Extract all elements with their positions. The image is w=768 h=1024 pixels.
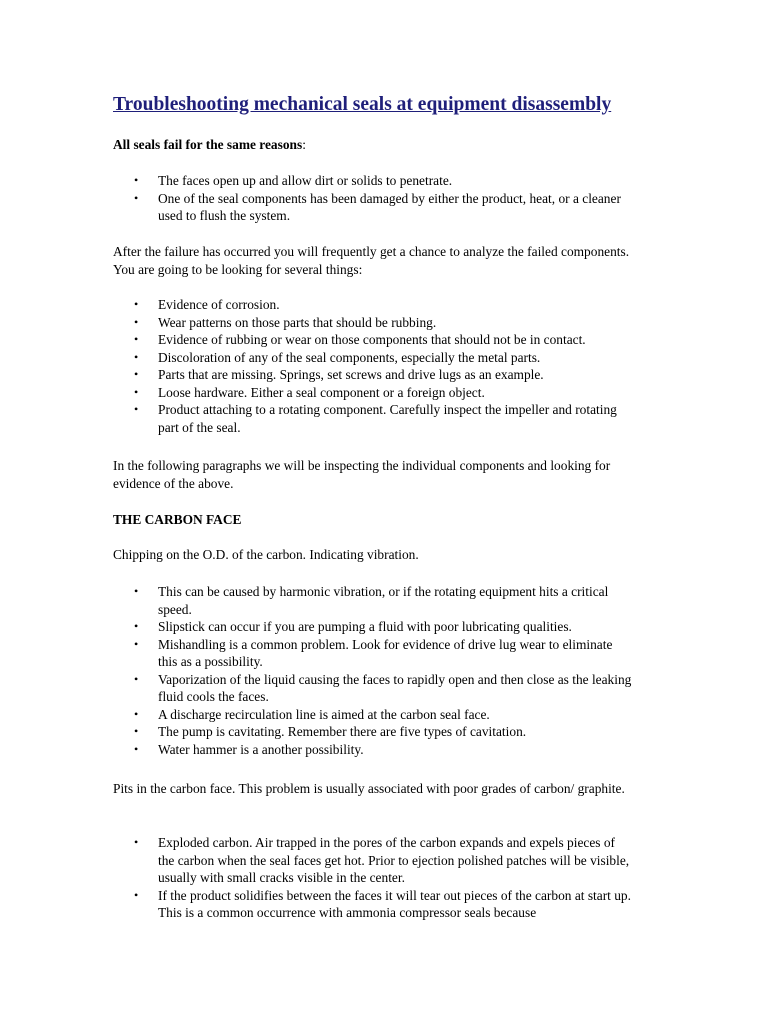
list-item: • Mishandling is a common problem. Look for evidence of drive lug wear to eliminate this as a possibility. [113, 636, 633, 671]
pits-paragraph: Pits in the carbon face. This problem is usually associated with poor grades of carbon/ graphite. [113, 781, 625, 796]
intro-suffix: : [302, 137, 306, 152]
document-page [113, 92, 673, 920]
inspection-things-list [113, 296, 633, 436]
list-item: • Evidence of corrosion. [113, 296, 633, 314]
carbon-face-heading: THE CARBON FACE [113, 512, 242, 527]
chipping-paragraph: Chipping on the O.D. of the carbon. Indicating vibration. [113, 547, 419, 562]
failure-reasons-list [113, 172, 633, 225]
list-item: • Product attaching to a rotating component. Carefully inspect the impeller and rotating part of the seal. [113, 401, 633, 436]
pit-causes-list [113, 834, 633, 922]
list-item: • One of the seal components has been damaged by either the product, heat, or a cleaner used to flush the system. [113, 190, 633, 225]
following-paragraph: In the following paragraphs we will be inspecting the individual components and looking for evidence of the above. [113, 458, 611, 491]
intro-bold-text: All seals fail for the same reasons [113, 137, 303, 152]
list-item: • This can be caused by harmonic vibration, or if the rotating equipment hits a critical speed. [113, 583, 633, 618]
list-item: • Wear patterns on those parts that should be rubbing. [113, 314, 633, 332]
list-item: • If the product solidifies between the faces it will tear out pieces of the carbon at start up. This is a common occurrence with ammonia compressor seals because [113, 887, 633, 922]
intro-line [113, 136, 306, 154]
list-item: • Vaporization of the liquid causing the faces to rapidly open and then close as the leaking fluid cools the faces. [113, 671, 633, 706]
list-item: • A discharge recirculation line is aimed at the carbon seal face. [113, 706, 633, 724]
list-item: • Discoloration of any of the seal components, especially the metal parts. [113, 349, 633, 367]
list-item: • The faces open up and allow dirt or solids to penetrate. [113, 172, 633, 190]
list-item: • Evidence of rubbing or wear on those components that should not be in contact. [113, 331, 633, 349]
vibration-causes-list [113, 583, 633, 758]
list-item: • Slipstick can occur if you are pumping a fluid with poor lubricating qualities. [113, 618, 633, 636]
list-item: • Exploded carbon. Air trapped in the pores of the carbon expands and expels pieces of the carbon when the seal faces get hot. Prior to ejection polished patches will be visible, usually with small cracks visible in the center. [113, 834, 633, 887]
list-item: • Loose hardware. Either a seal component or a foreign object. [113, 384, 633, 402]
list-item: • Parts that are missing. Springs, set screws and drive lugs as an example. [113, 366, 633, 384]
list-item: • Water hammer is a another possibility. [113, 741, 633, 759]
after-failure-paragraph: After the failure has occurred you will frequently get a chance to analyze the failed components. You are going to be looking for several things: [113, 244, 630, 277]
document-title: Troubleshooting mechanical seals at equipment disassembly [113, 94, 612, 115]
list-item: • The pump is cavitating. Remember there are five types of cavitation. [113, 723, 633, 741]
